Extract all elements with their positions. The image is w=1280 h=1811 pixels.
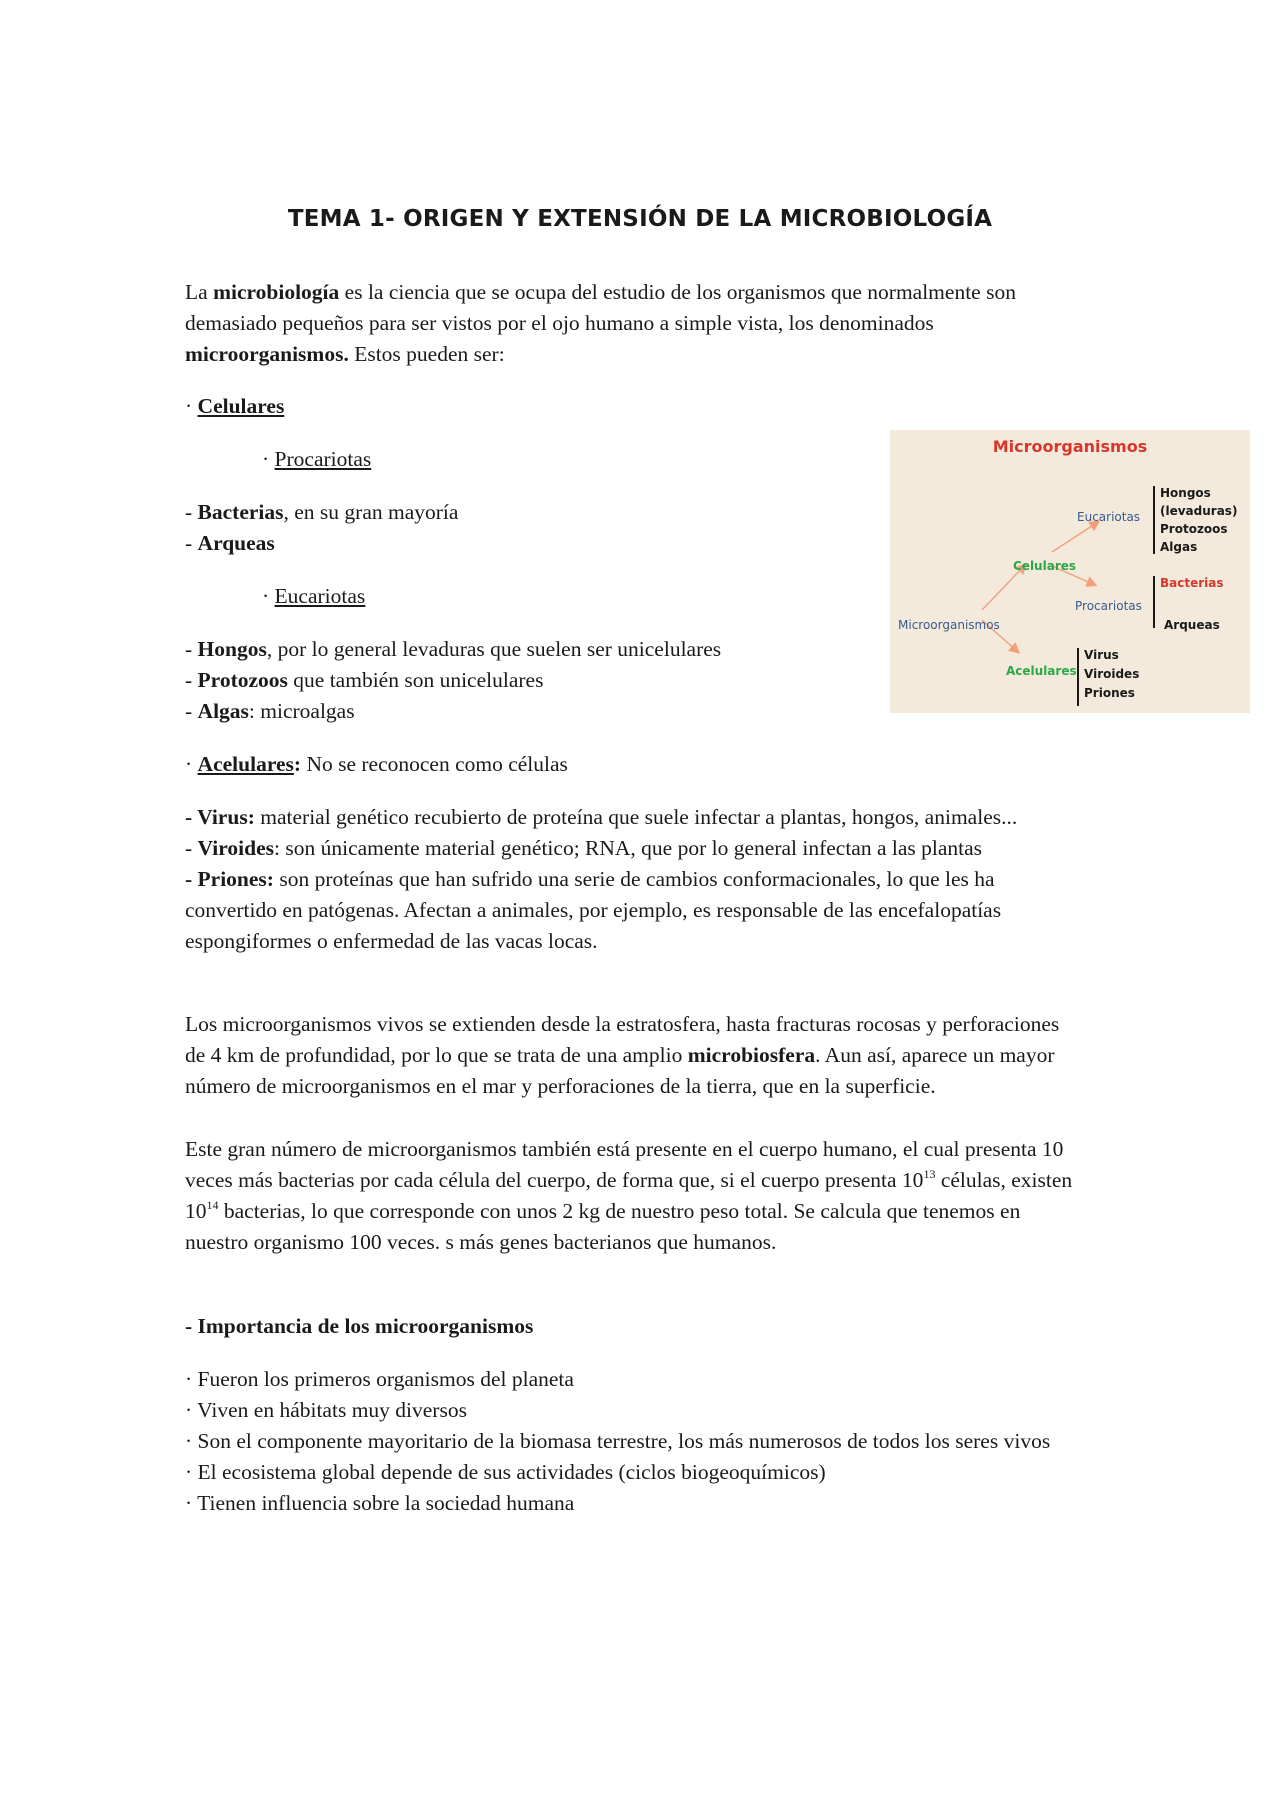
cuerpo-line-3 <box>185 1198 1020 1224</box>
celulares-heading <box>185 393 284 419</box>
cuerpo-line-4: nuestro organismo 100 veces. s más genes bacterianos que humanos. <box>185 1230 777 1254</box>
arrow-celulares-eucariotas <box>1052 522 1098 552</box>
colon: : <box>293 752 302 776</box>
term-hongos: Hongos <box>197 637 267 661</box>
bullet: · <box>185 752 198 776</box>
celulares-label: Celulares <box>197 394 285 418</box>
euk-item: Algas <box>1160 540 1198 554</box>
exponent: 14 <box>206 1198 219 1212</box>
dash: - <box>185 699 198 723</box>
term-microbiologia: microbiología <box>213 280 340 304</box>
virus-desc: material genético recubierto de proteína que suele infectar a plantas, hongos, animales... <box>254 805 1018 829</box>
intro-text: es la ciencia que se ocupa del estudio de los organismos que normalmente son <box>339 280 1016 304</box>
priones-desc: son proteínas que han sufrido una serie de cambios conformacionales, lo que les ha <box>273 867 995 891</box>
viroides-desc: : son únicamente material genético; RNA, que por lo general infectan a las plantas <box>274 836 983 860</box>
extension-text: . Aun así, aparece un mayor <box>815 1043 1055 1067</box>
dash: - <box>185 531 198 555</box>
intro-line-1 <box>185 279 1016 305</box>
dash: - <box>185 500 198 524</box>
arqueas-line <box>185 530 275 556</box>
bullet: · <box>262 447 275 471</box>
prok-bacterias: Bacterias <box>1160 576 1224 590</box>
importancia-item: · Fueron los primeros organismos del planeta <box>185 1367 574 1391</box>
priones-line-3: espongiformes o enfermedad de las vacas locas. <box>185 929 598 953</box>
exponent: 13 <box>923 1167 936 1181</box>
diagram-title: Microorganismos <box>992 437 1148 456</box>
procariotas-heading <box>262 446 371 472</box>
cuerpo-text: células, existen <box>935 1168 1073 1192</box>
intro-line-3 <box>185 341 505 367</box>
node-eucariotas: Eucariotas <box>1077 510 1141 524</box>
acel-item: Virus <box>1084 648 1119 662</box>
term-microorganismos: microorganismos. <box>185 342 349 366</box>
cuerpo-line-2 <box>185 1167 1072 1193</box>
diagram-svg <box>890 430 1250 713</box>
hongos-desc: , por lo general levaduras que suelen ser unicelulares <box>266 637 722 661</box>
bacterias-desc: , en su gran mayoría <box>283 500 459 524</box>
cuerpo-text: veces más bacterias por cada célula del cuerpo, de forma que, si el cuerpo presenta 10 <box>185 1168 924 1192</box>
importancia-item: · Son el componente mayoritario de la biomasa terrestre, los más numerosos de todos los seres vivos <box>185 1429 1051 1453</box>
hongos-line <box>185 636 721 662</box>
cuerpo-line-1: Este gran número de microorganismos también está presente en el cuerpo humano, el cual presenta 10 <box>185 1137 1064 1161</box>
algas-desc: : microalgas <box>248 699 355 723</box>
virus-line <box>185 804 1017 830</box>
dash: - <box>185 836 198 860</box>
priones-line-2: convertido en patógenas. Afectan a animales, por ejemplo, es responsable de las encefalopatías <box>185 898 1002 922</box>
importancia-item: · Viven en hábitats muy diversos <box>185 1398 467 1422</box>
bacterias-line <box>185 499 458 525</box>
protozoos-desc: que también son unicelulares <box>287 668 544 692</box>
euk-item: Protozoos <box>1160 522 1228 536</box>
term-priones: - Priones: <box>185 867 274 891</box>
dash: - <box>185 637 198 661</box>
term-arqueas: Arqueas <box>197 531 275 555</box>
priones-line <box>185 866 995 892</box>
node-procariotas: Procariotas <box>1075 599 1142 613</box>
importancia-heading <box>185 1313 533 1339</box>
intro-line-2: demasiado pequeños para ser vistos por el ojo humano a simple vista, los denominados <box>185 311 934 335</box>
acelulares-heading <box>185 751 568 777</box>
acelulares-label: Acelulares <box>197 752 294 776</box>
procariotas-label: Procariotas <box>274 447 372 471</box>
cuerpo-text: 10 <box>185 1199 207 1223</box>
bullet: · <box>262 584 275 608</box>
node-celulares: Celulares <box>1013 559 1077 573</box>
viroides-line <box>185 835 982 861</box>
acelulares-desc: No se reconocen como células <box>301 752 568 776</box>
page-title: TEMA 1- ORIGEN Y EXTENSIÓN DE LA MICROBIOLOGÍA <box>287 206 993 232</box>
bullet: · <box>185 394 198 418</box>
intro-text: La <box>185 280 214 304</box>
node-root: Microorganismos <box>898 618 1000 632</box>
euk-item: (levaduras) <box>1160 504 1238 518</box>
term-virus: - Virus: <box>185 805 255 829</box>
microorganismos-diagram <box>890 430 1250 713</box>
importancia-item: · Tienen influencia sobre la sociedad humana <box>185 1491 575 1515</box>
extension-text: de 4 km de profundidad, por lo que se trata de una amplio <box>185 1043 688 1067</box>
intro-text: Estos pueden ser: <box>348 342 505 366</box>
prok-arqueas: Arqueas <box>1164 618 1220 632</box>
extension-line-3: número de microorganismos en el mar y perforaciones de la tierra, que en la superficie. <box>185 1074 936 1098</box>
importancia-item: · El ecosistema global depende de sus actividades (ciclos biogeoquímicos) <box>185 1460 826 1484</box>
term-protozoos: Protozoos <box>197 668 288 692</box>
eucariotas-heading <box>262 583 365 609</box>
acel-item: Priones <box>1084 686 1135 700</box>
term-viroides: Viroides <box>197 836 274 860</box>
term-algas: Algas <box>197 699 249 723</box>
acel-item: Viroides <box>1084 667 1140 681</box>
algas-line <box>185 698 355 724</box>
term-microbiosfera: microbiosfera <box>687 1043 816 1067</box>
eucariotas-label: Eucariotas <box>274 584 366 608</box>
term-bacterias: Bacterias <box>197 500 284 524</box>
node-acelulares: Acelulares <box>1006 664 1077 678</box>
extension-line-2 <box>185 1042 1055 1068</box>
importancia-heading-text: - Importancia de los microorganismos <box>185 1314 534 1338</box>
euk-item: Hongos <box>1160 486 1211 500</box>
dash: - <box>185 668 198 692</box>
protozoos-line <box>185 667 543 693</box>
extension-line-1: Los microorganismos vivos se extienden desde la estratosfera, hasta fracturas rocosas y perforaciones <box>185 1012 1060 1036</box>
cuerpo-text: bacterias, lo que corresponde con unos 2 kg de nuestro peso total. Se calcula que tenemos en <box>218 1199 1021 1223</box>
